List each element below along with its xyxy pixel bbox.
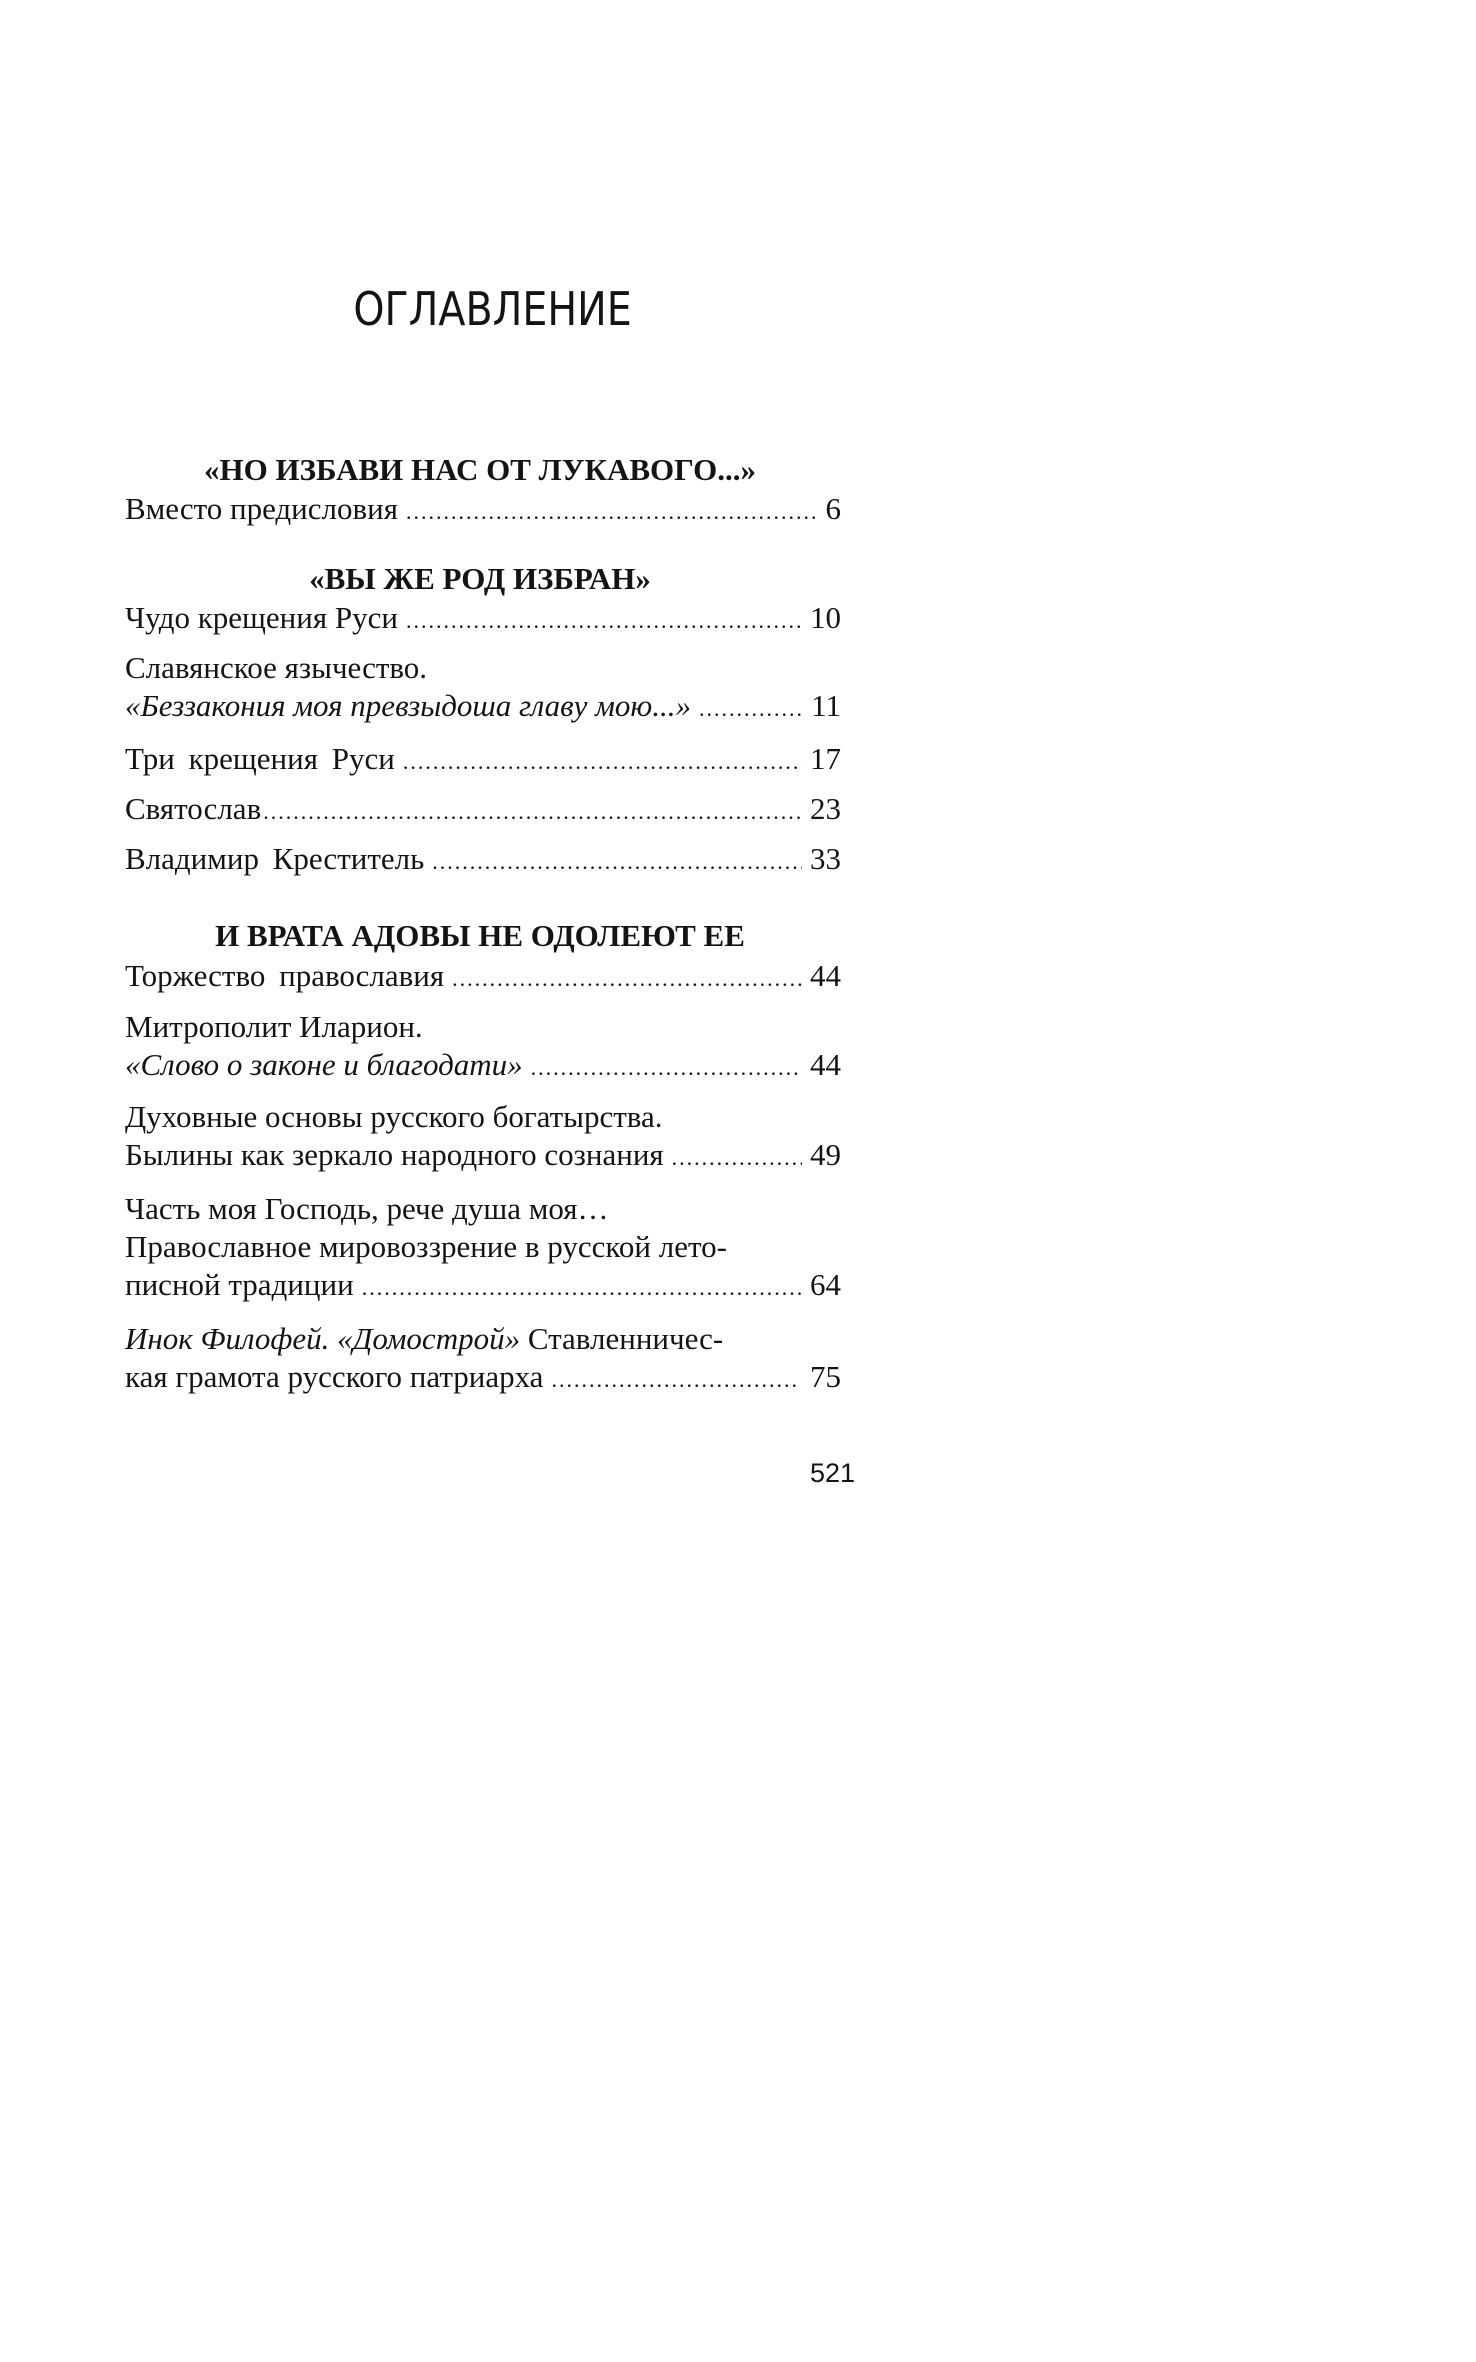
toc-entry[interactable] <box>125 599 841 640</box>
toc-entry[interactable] <box>125 740 841 781</box>
toc-entry-title: Чудо крещения Руси <box>125 600 398 635</box>
toc-entry-page: 44 <box>810 958 841 993</box>
toc-entry[interactable] <box>125 1320 841 1399</box>
toc-entry-page: 44 <box>810 1047 841 1082</box>
toc-entry-title: Святослав <box>125 791 262 826</box>
toc-entry-italic-part: Инок Филофей. «Домострой» <box>125 1321 521 1356</box>
toc-entry-page: 64 <box>810 1267 841 1302</box>
toc-entry[interactable] <box>125 490 841 531</box>
dot-leader <box>551 1361 796 1399</box>
toc-entry[interactable] <box>125 957 841 998</box>
toc-entry-page: 10 <box>810 600 841 635</box>
dot-leader <box>362 1269 802 1307</box>
toc-entry-title: Вместо предисловия <box>125 491 398 526</box>
toc-entry-line <box>125 1320 841 1358</box>
toc-entry-page: 17 <box>810 741 841 776</box>
toc-entry-title: Былины как зеркало народного сознания <box>125 1137 664 1172</box>
dot-leader <box>699 690 803 728</box>
toc-entry-page: 23 <box>810 791 841 826</box>
toc-entry[interactable] <box>125 790 841 831</box>
toc-entry[interactable] <box>125 1098 841 1177</box>
toc-entry[interactable] <box>125 1190 841 1307</box>
toc-entry-title: Торжество православия <box>125 958 445 993</box>
dot-leader <box>452 960 802 998</box>
toc-entry-page: 6 <box>825 491 841 526</box>
dot-leader <box>432 843 802 881</box>
dot-leader <box>672 1139 802 1177</box>
toc-entry-plain-part: Ставленничес- <box>520 1321 724 1356</box>
toc-entry-title: кая грамота русского патриарха <box>125 1359 544 1394</box>
toc-entry-title: Владимир Креститель <box>125 841 425 876</box>
dot-leader <box>406 493 818 531</box>
dot-leader <box>531 1049 802 1087</box>
toc-entry-line: Славянское язычество. <box>125 650 428 685</box>
toc-entry-title: писной традиции <box>125 1267 354 1302</box>
toc-entry-line: Православное мировоззрение в русской лето- <box>125 1229 727 1264</box>
dot-leader <box>406 602 802 640</box>
dot-leader <box>403 743 802 781</box>
toc-entry[interactable] <box>125 1008 841 1087</box>
toc-entry-title: «Слово о законе и благодати» <box>125 1047 523 1082</box>
page-title: ОГЛАВЛЕНИЕ <box>353 282 632 336</box>
toc-entry-line: Митрополит Иларион. <box>125 1009 423 1044</box>
section-heading: «НО ИЗБАВИ НАС ОТ ЛУКАВОГО...» <box>204 452 756 487</box>
toc-entry-title: Три крещения Руси <box>125 741 395 776</box>
toc-entry-line: Часть моя Господь, рече душа моя… <box>125 1191 609 1226</box>
document-page <box>0 0 960 1536</box>
toc-entry-page: 11 <box>811 688 841 723</box>
toc-entry-line: Духовные основы русского богатырства. <box>125 1099 663 1134</box>
section-heading: И ВРАТА АДОВЫ НЕ ОДОЛЕЮТ ЕЕ <box>215 918 745 953</box>
toc-entry-page: 75 <box>810 1359 841 1394</box>
dot-leader <box>263 793 802 831</box>
toc-entry-page: 49 <box>810 1137 841 1172</box>
toc-entry-title: «Беззакония моя превзыдоша главу мою...» <box>125 688 691 723</box>
toc-entry-page: 33 <box>810 841 841 876</box>
toc-entry[interactable] <box>125 649 841 728</box>
toc-entry[interactable] <box>125 840 841 881</box>
section-heading: «ВЫ ЖЕ РОД ИЗБРАН» <box>309 561 651 596</box>
page-number: 521 <box>810 1458 856 1488</box>
